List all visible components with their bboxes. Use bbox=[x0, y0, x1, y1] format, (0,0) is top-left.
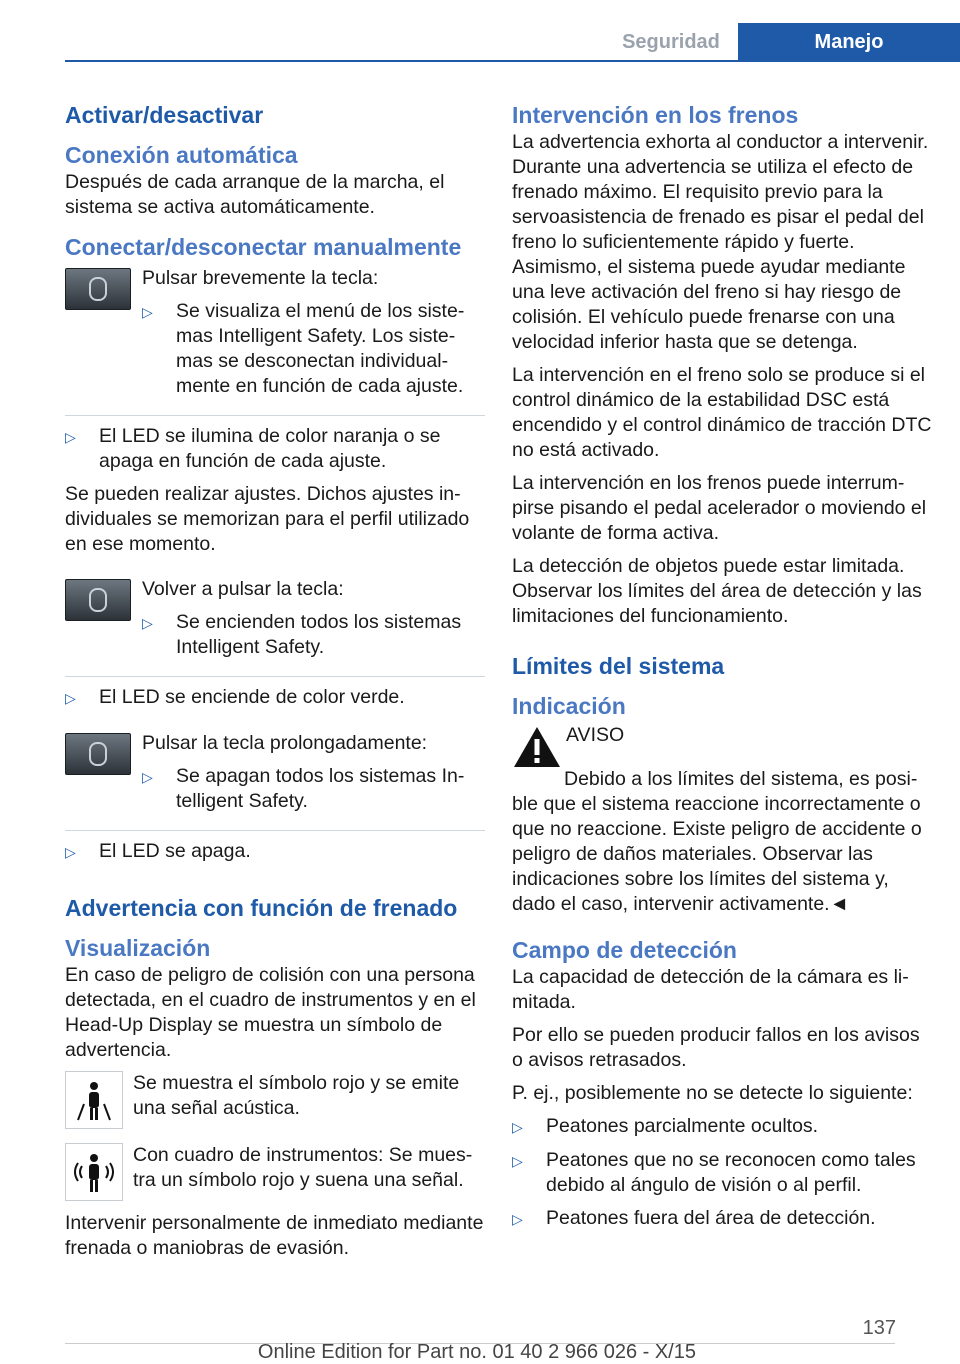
list-item: ▷ Peatones parcialmente ocultos. bbox=[512, 1114, 932, 1140]
icon-row-2 bbox=[65, 1143, 485, 1201]
warning-title: AVISO bbox=[566, 724, 625, 746]
edition-text: Online Edition for Part no. 01 40 2 966 026 - X/15 bbox=[257, 1341, 696, 1363]
tab-driving[interactable]: Manejo bbox=[738, 23, 960, 62]
text-field-2: Por ello se pueden producir fallos en los avisos o avisos retrasados. bbox=[512, 1024, 920, 1071]
button-3-text: Pulsar la tecla prolongadamente: bbox=[142, 732, 428, 754]
pedestrian-sound-icon bbox=[65, 1143, 123, 1201]
list-item: ▷ Se apagan todos los sistemas Intelligent Safety. bbox=[142, 765, 465, 812]
heading-manual: Conectar/desconectar manualmente bbox=[65, 234, 462, 260]
divider bbox=[65, 415, 485, 416]
bullet-icon: ▷ bbox=[142, 304, 153, 320]
heading-brake: Intervención en los frenos bbox=[512, 102, 799, 128]
list-item: ▷ El LED se ilumina de color naranja o se apaga en función de cada ajuste. bbox=[65, 425, 441, 472]
safety-button-icon bbox=[65, 733, 131, 775]
icon-2-text: Con cuadro de instrumentos: Se muestra un símbolo rojo y suena una señal. bbox=[133, 1144, 473, 1191]
bullet-icon: ▷ bbox=[512, 1211, 523, 1227]
warning-text: Debido a los límites del sistema, es posible que el sistema reaccione incorrectamente o que no reaccione. Existe peligro de accidente o peligro de daños materiales. Observar las indicaciones sobre los límites del sistema y, dado el caso, intervenir activamente.◄ bbox=[512, 768, 922, 915]
divider bbox=[65, 676, 485, 677]
pedestrian-warning-icon bbox=[65, 1071, 123, 1129]
heading-limits: Límites del sistema bbox=[512, 653, 725, 679]
bullet-icon: ▷ bbox=[65, 690, 76, 706]
safety-button-icon bbox=[65, 579, 131, 621]
page-number: 137 bbox=[862, 1317, 896, 1339]
text-brake-1: La advertencia exhorta al conductor a intervenir. Durante una advertencia se utiliza el efecto de frenado máximo. El requisito previo para la servoasistencia de frenado es pisar el pedal del freno lo suficientemente rápido y fuerte. Asimismo, el sistema puede ayudar mediante una leve activación del freno si hay riesgo de colisión. El vehículo puede frenarse con una velocidad inferior hasta que se detenga. bbox=[512, 131, 929, 353]
list-item: ▷ Se encienden todos los sistemas Intelligent Safety. bbox=[142, 611, 462, 658]
footer bbox=[0, 1317, 960, 1363]
button-2-text: Volver a pulsar la tecla: bbox=[142, 578, 344, 600]
bullet-icon: ▷ bbox=[512, 1119, 523, 1135]
text-auto: Después de cada arranque de la marcha, el sistema se activa automáticamente. bbox=[65, 171, 445, 218]
icon-row-1 bbox=[65, 1071, 485, 1129]
warning-triangle-icon bbox=[512, 723, 562, 773]
list-item: ▷ Peatones fuera del área de detección. bbox=[512, 1206, 932, 1232]
heading-activate: Activar/desactivar bbox=[65, 102, 264, 128]
text-settings: Se pueden realizar ajustes. Dichos ajustes individuales se memorizan para el perfil utilizado en ese momento. bbox=[65, 483, 470, 555]
bullet-icon: ▷ bbox=[512, 1153, 523, 1169]
heading-auto: Conexión automática bbox=[65, 142, 298, 168]
list-item: ▷ Peatones que no se reconocen como tales debido al ángulo de visión o al perfil. bbox=[512, 1149, 916, 1196]
list-item: ▷ El LED se enciende de color verde. bbox=[65, 685, 485, 711]
icon-1-text: Se muestra el símbolo rojo y se emite una señal acústica. bbox=[133, 1072, 460, 1119]
button-row-1 bbox=[65, 266, 485, 407]
text-field-1: La capacidad de detección de la cámara es limitada. bbox=[512, 966, 909, 1013]
right-column bbox=[512, 100, 932, 1240]
heading-field: Campo de detección bbox=[512, 937, 737, 963]
heading-visual: Visualización bbox=[65, 935, 211, 961]
list-item: ▷ El LED se apaga. bbox=[65, 839, 485, 865]
heading-warning: Advertencia con función de frenado bbox=[65, 895, 458, 921]
bullet-icon: ▷ bbox=[65, 844, 76, 860]
safety-button-icon bbox=[65, 268, 131, 310]
text-brake-2: La intervención en el freno solo se produce si el control dinámico de la estabilidad DSC está encendido y el control dinámico de tracción DTC no está activado. bbox=[512, 364, 932, 461]
warning-block bbox=[512, 723, 932, 773]
heading-indication: Indicación bbox=[512, 693, 626, 719]
list-item: ▷ Se visualiza el menú de los sistemas Intelligent Safety. Los sistemas se desconectan individualmente en función de cada ajuste. bbox=[142, 300, 465, 397]
button-1-text: Pulsar brevemente la tecla: bbox=[142, 267, 379, 289]
text-brake-4: La detección de objetos puede estar limitada. Observar los límites del área de detección y las limitaciones del funcionamiento. bbox=[512, 555, 922, 627]
bullet-icon: ▷ bbox=[142, 615, 153, 631]
divider bbox=[65, 830, 485, 831]
text-visual: En caso de peligro de colisión con una persona detectada, en el cuadro de instrumentos y en el Head-Up Display se muestra un símbolo de advertencia. bbox=[65, 964, 476, 1061]
text-brake-3: La intervención en los frenos puede interrumpirse pisando el pedal acelerador o moviendo el volante de forma activa. bbox=[512, 472, 927, 544]
bullet-icon: ▷ bbox=[142, 769, 153, 785]
button-row-2 bbox=[65, 577, 485, 668]
tab-safety[interactable]: Seguridad bbox=[622, 31, 720, 53]
button-row-3 bbox=[65, 731, 485, 822]
text-field-3: P. ej., posiblemente no se detecte lo siguiente: bbox=[512, 1082, 913, 1104]
left-column bbox=[65, 100, 485, 1269]
bullet-icon: ▷ bbox=[65, 429, 76, 445]
text-intervene: Intervenir personalmente de inmediato mediante frenada o maniobras de evasión. bbox=[65, 1212, 484, 1259]
